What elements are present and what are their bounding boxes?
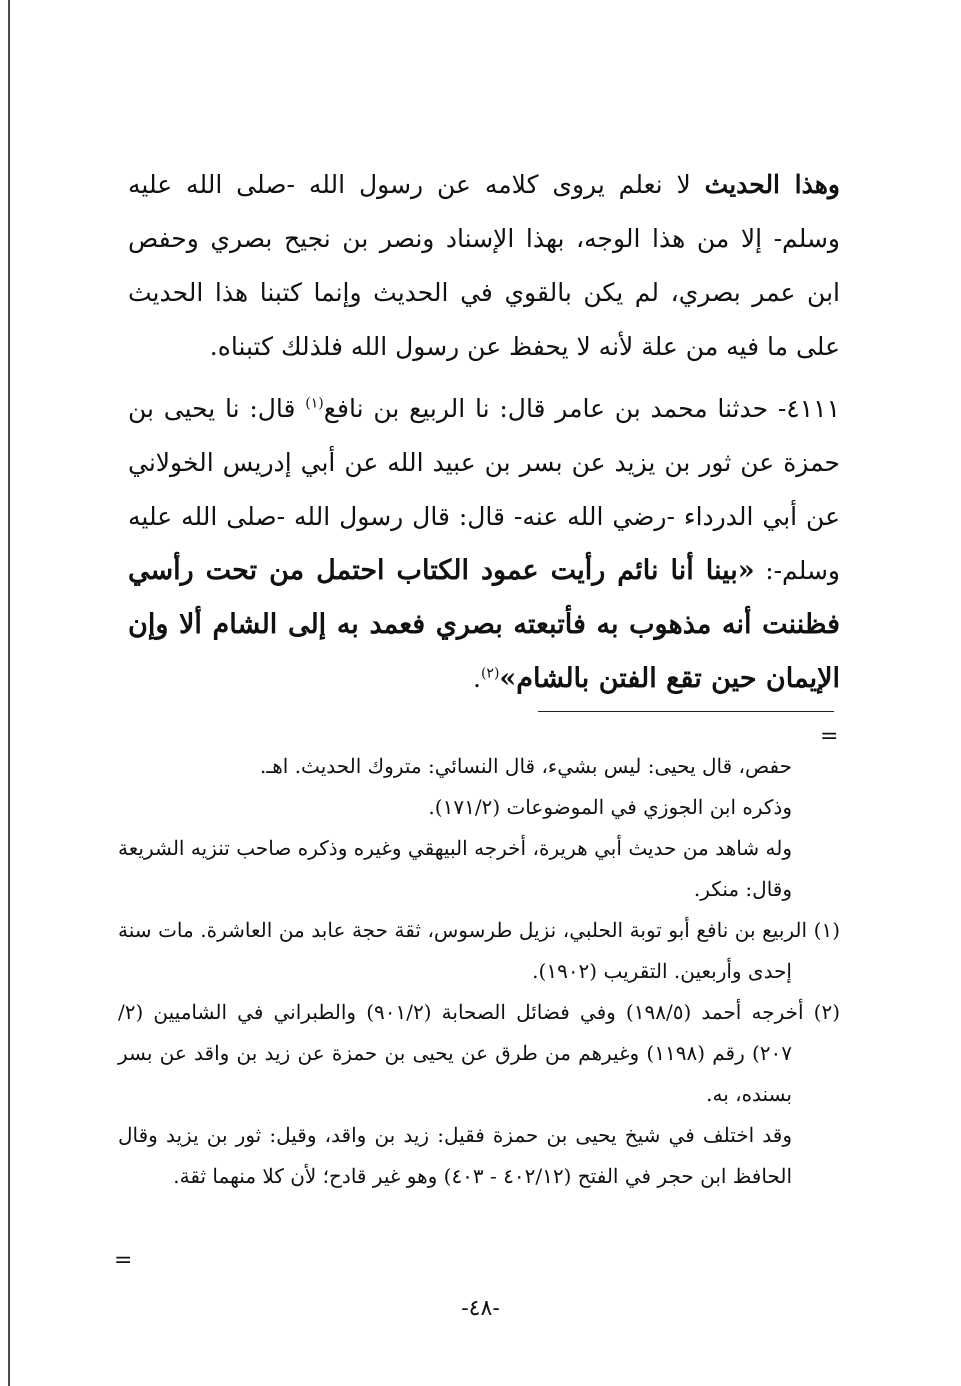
intro-text: لا نعلم يروى كلامه عن رسول الله -صلى الله عليه وسلم- إلا من هذا الوجه، بهذا الإسناد ونصر بن نجيح بصري وحفص ابن عمر بصري، لم يكن بالقوي في الحديث وإنما كتبنا هذا الحديث على ما فيه من علة لأنه لا يحفظ عن رسول الله فلذلك كتبناه. xyxy=(128,170,840,361)
footnote-1: (١) الربيع بن نافع أبو توبة الحلبي، نزيل طرسوس، ثقة حجة عابد من العاشرة. مات سنة إحدى وأربعين. التقريب (١٩٠٢). xyxy=(118,918,840,983)
footnote-continuation-mark-top: = xyxy=(820,724,839,749)
footnote-ref-1[interactable]: (١) xyxy=(305,395,324,412)
footnote-continued-line: وذكره ابن الجوزي في الموضوعات (١٧١/٢). xyxy=(428,795,792,819)
main-text-body xyxy=(128,158,840,706)
hadith-matn: «بينا أنا نائم رأيت عمود الكتاب احتمل من تحت رأسي فظننت أنه مذهوب به فأتبعته بصري فعمد به إلى الشام ألا وإن الإيمان حين تقع الفتن بالشام» xyxy=(128,555,840,694)
footnote-continued-line: وله شاهد من حديث أبي هريرة، أخرجه البيهقي وغيره وذكره صاحب تنزيه الشريعة وقال: منكر. xyxy=(118,836,792,901)
footnote-ref-2[interactable]: (٢) xyxy=(480,665,500,682)
footnote-continued-line: حفص، قال يحيى: ليس بشيء، قال النسائي: متروك الحديث. اهـ. xyxy=(260,754,792,778)
hadith-number: ٤١١١ xyxy=(786,394,841,423)
page-edge-line xyxy=(8,0,10,1386)
footnote-continuation-mark-bottom: = xyxy=(114,1248,133,1273)
hadith-isnad-start: - حدثنا محمد بن عامر قال: نا الربيع بن نافع xyxy=(323,394,787,423)
intro-paragraph xyxy=(128,158,840,374)
hadith-end-period: . xyxy=(473,664,481,693)
footnotes-section xyxy=(118,746,840,1197)
page-number: -٤٨- xyxy=(461,1296,500,1321)
footnote-2-continued: وقد اختلف في شيخ يحيى بن حمزة فقيل: زيد بن واقد، وقيل: ثور بن يزيد وقال الحافظ ابن حجر في الفتح (٤٠٢/١٢ - ٤٠٣) وهو غير قادح؛ لأن كلا منهما ثقة. xyxy=(118,1123,792,1188)
hadith-entry xyxy=(128,382,840,706)
hadith-isnad-rest: قال: نا يحيى بن حمزة عن ثور بن يزيد عن بسر بن عبيد الله عن أبي إدريس الخولاني عن أبي الدرداء -رضي الله عنه- قال: قال رسول الله -صلى الله عليه وسلم-: xyxy=(128,394,840,585)
footnote-divider xyxy=(538,711,834,712)
intro-lead-phrase: وهذا الحديث xyxy=(704,170,840,199)
footnote-2: (٢) أخرجه أحمد (١٩٨/٥) وفي فضائل الصحابة (٩٠١/٢) والطبراني في الشاميين (٢/ ٢٠٧) رقم (١١٩٨) وغيرهم من طرق عن يحيى بن حمزة عن زيد بن واقد عن بسر بسنده، به. xyxy=(118,1000,841,1106)
